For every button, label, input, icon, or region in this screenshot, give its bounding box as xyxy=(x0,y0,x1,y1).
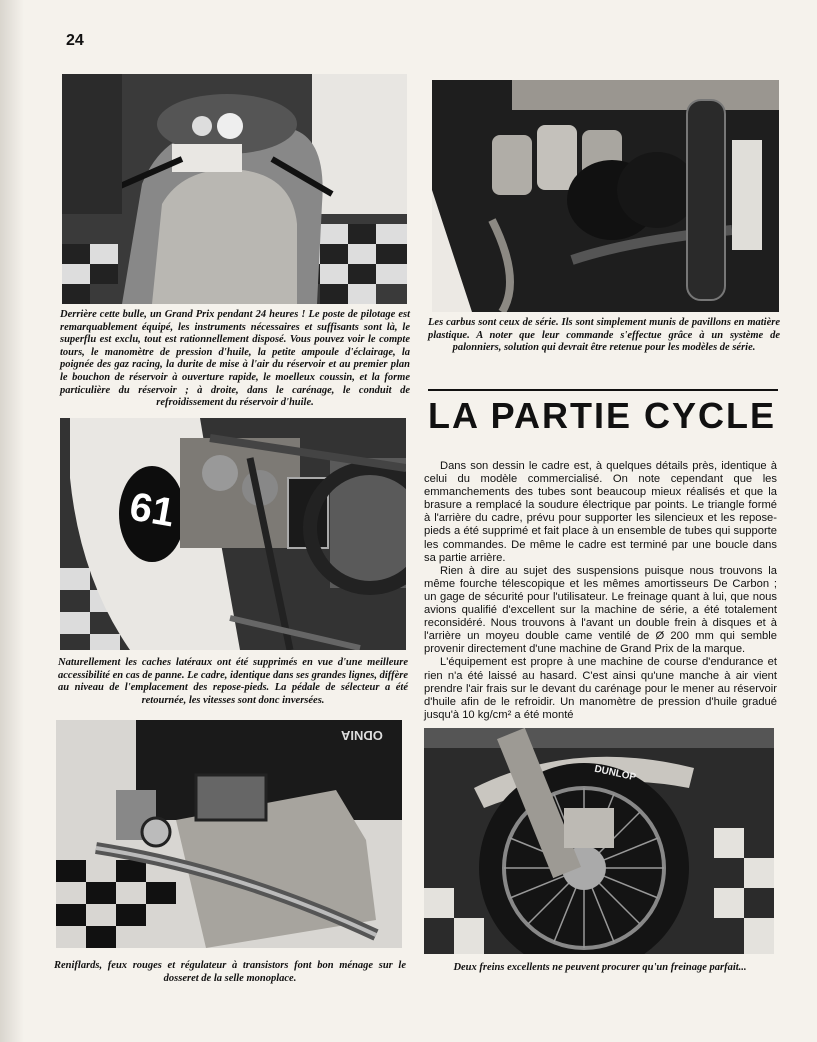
race-bike-photo xyxy=(60,418,406,650)
page-gutter-shadow xyxy=(0,0,24,1042)
article-paragraph: Dans son dessin le cadre est, à quelques détails près, identique à celui du modèle commercialisé. On note cependant que les emmanchements des tubes sont beaucoup mieux réalisés et que la brasure a remplacé la soudure électrique par points. Le triangle formé à l'arrière du cadre, prévu pour supporter les silencieux et les repose-pieds a été supprimé et fait place à un ensemble de tubes qui supporte les commandes. De même le cadre est terminé par une boucle dans sa partie arrière. xyxy=(424,460,777,564)
fairing-photo-image xyxy=(62,74,407,304)
article-paragraph: Rien à dire au sujet des suspensions puisque nous trouvons la même fourche télescopique et les mêmes amortisseurs De Carbon ; un gage de sécurité pour l'utilisateur. Le freinage quant à lui, que nous avions qualifié d'excellent sur la machine de série, a été totalement reconsidéré. Nous trouvons à l'avant un double frein à disques et à l'arrière un moyeu double came ventilé de Ø 200 mm qui semble provenir directement d'une machine de Grand Prix de la marque. xyxy=(424,564,777,656)
carburetors-photo-image xyxy=(432,80,779,312)
fairing-photo xyxy=(62,74,407,304)
carburetors-photo xyxy=(432,80,779,312)
rear-seat-sign-text: ODNIA xyxy=(341,728,383,743)
article-paragraph: L'équipement est propre à une machine de course d'endurance et rien n'a été laissé au hasard. C'est ainsi qu'une manche à air vient prendre l'air frais sur le devant du carénage pour le mener au réservoir d'huile afin de le refroidir. Un manomètre de pression d'huile gradué jusqu'à 10 kg/cm² a été monté xyxy=(424,656,777,721)
section-rule xyxy=(428,389,778,391)
tyre-brand-text: DUNLOP xyxy=(593,763,637,784)
article-body xyxy=(424,460,777,722)
race-bike-photo-image xyxy=(60,418,406,650)
fairing-caption: Derrière cette bulle, un Grand Prix pendant 24 heures ! Le poste de pilotage est remarquablement équipé, les instruments nécessaires et suffisants sont là, le superflu est exclu, tout est rationnellement disposé. Vous pouvez voir le compte tours, le manomètre de pression d'huile, la petite ampoule d'éclairage, la poignée des gaz racing, la durite de mise à l'air du réservoir et au premier plan le bouchon de réservoir à ouverture rapide, le moelleux coussin, et la forme particulière du réservoir ; à droite, dans le carénage, le conduit de refroidissement du réservoir d'huile. xyxy=(60,309,410,409)
section-title: LA PARTIE CYCLE xyxy=(428,395,777,436)
page-number: 24 xyxy=(66,32,84,49)
rear-seat-photo xyxy=(56,720,402,948)
race-number: 61 xyxy=(126,484,178,536)
front-wheel-caption: Deux freins excellents ne peuvent procurer qu'un freinage parfait... xyxy=(453,962,747,973)
front-wheel-photo xyxy=(424,728,774,954)
rear-seat-photo-image xyxy=(56,720,402,948)
rear-seat-caption: Reniflards, feux rouges et régulateur à transistors font bon ménage sur le dosseret de la selle monoplace. xyxy=(54,960,406,984)
carburetors-caption: Les carbus sont ceux de série. Ils sont simplement munis de pavillons en matière plastique. A noter que leur commande s'effectue grâce à un système de palonniers, solution qui devrait être retenue pour les modèles de série. xyxy=(428,317,780,354)
race-bike-caption: Naturellement les caches latéraux ont été supprimés en vue d'une meilleure accessibilité en cas de panne. Le cadre, identique dans ses grandes lignes, diffère au niveau de l'emplacement des repose-pieds. La pédale de sélecteur a été retournée, les vitesses sont donc inversées. xyxy=(58,657,408,706)
front-wheel-photo-image xyxy=(424,728,774,954)
